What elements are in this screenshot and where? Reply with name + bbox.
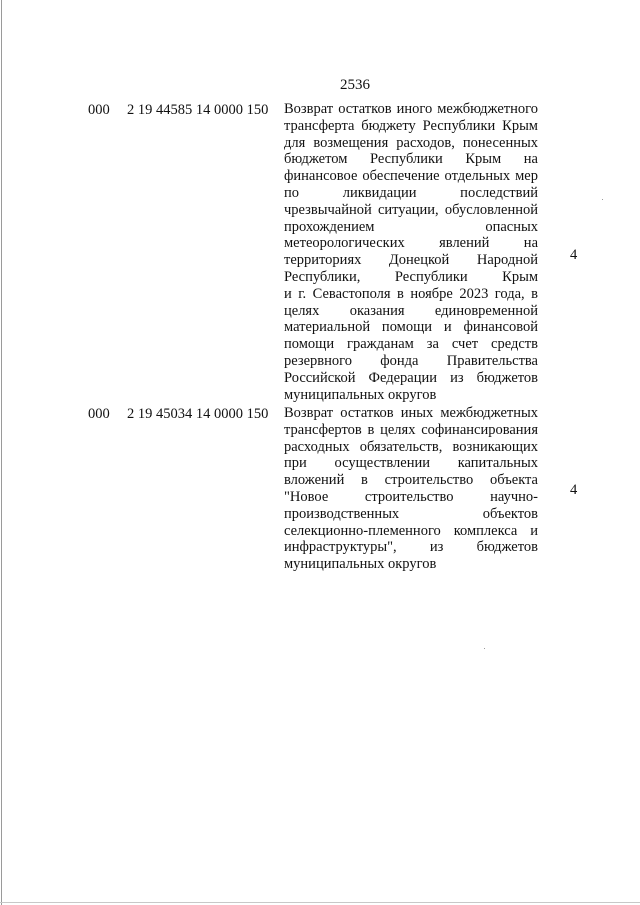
description-line: бюджетом Республики Крым на — [284, 151, 538, 168]
description-line: для возмещения расходов, понесенных — [284, 134, 538, 151]
scan-speck — [484, 648, 485, 649]
description-line: при осуществлении капитальных — [284, 455, 538, 472]
description-line: метеорологических явлений на — [284, 235, 538, 252]
description-line: расходных обязательств, возникающих — [284, 438, 538, 455]
description-line: инфраструктуры", из бюджетов — [284, 539, 538, 556]
description-line: производственных объектов — [284, 505, 538, 522]
description-line: трансферта бюджету Республики Крым — [284, 117, 538, 134]
budget-classification-code: 2 19 45034 14 0000 150 — [127, 406, 269, 422]
scan-bottom-edge — [0, 902, 640, 903]
description-line: "Новое строительство научно- — [284, 488, 538, 505]
description-line: территориях Донецкой Народной — [284, 252, 538, 269]
description-line: муниципальных округов — [284, 556, 437, 573]
page-number: 2536 — [340, 77, 370, 93]
income-description — [284, 405, 538, 573]
description-line: чрезвычайной ситуации, обусловленной — [284, 201, 538, 218]
description-line: финансовое обеспечение отдельных мер — [284, 168, 538, 185]
description-line: и г. Севастополя в ноябре 2023 года, в — [284, 285, 538, 302]
description-line: Возврат остатков иных межбюджетных — [284, 405, 538, 421]
description-line: селекционно-племенного комплекса и — [284, 522, 538, 539]
scan-left-edge — [1, 0, 2, 905]
description-line: резервного фонда Правительства — [284, 352, 538, 369]
description-line: по ликвидации последствий — [284, 184, 538, 201]
scan-speck — [602, 199, 603, 200]
description-line: материальной помощи и финансовой — [284, 319, 538, 336]
description-line: трансфертов в целях софинансирования — [284, 421, 538, 438]
admin-code: 000 — [88, 102, 110, 118]
income-description — [284, 101, 538, 403]
description-line: Возврат остатков иного межбюджетного — [284, 101, 538, 117]
budget-classification-code: 2 19 44585 14 0000 150 — [127, 102, 269, 118]
description-line: помощи гражданам за счет средств — [284, 336, 538, 353]
description-line: целях оказания единовременной — [284, 302, 538, 319]
admin-code: 000 — [88, 406, 110, 422]
description-line: Российской Федерации из бюджетов — [284, 369, 538, 386]
description-line: муниципальных округов — [284, 386, 437, 403]
note-number: 4 — [570, 482, 578, 498]
description-line: прохождением опасных — [284, 218, 538, 235]
description-line: Республики, Республики Крым — [284, 268, 538, 285]
description-line: вложений в строительство объекта — [284, 472, 538, 489]
note-number: 4 — [570, 247, 578, 263]
